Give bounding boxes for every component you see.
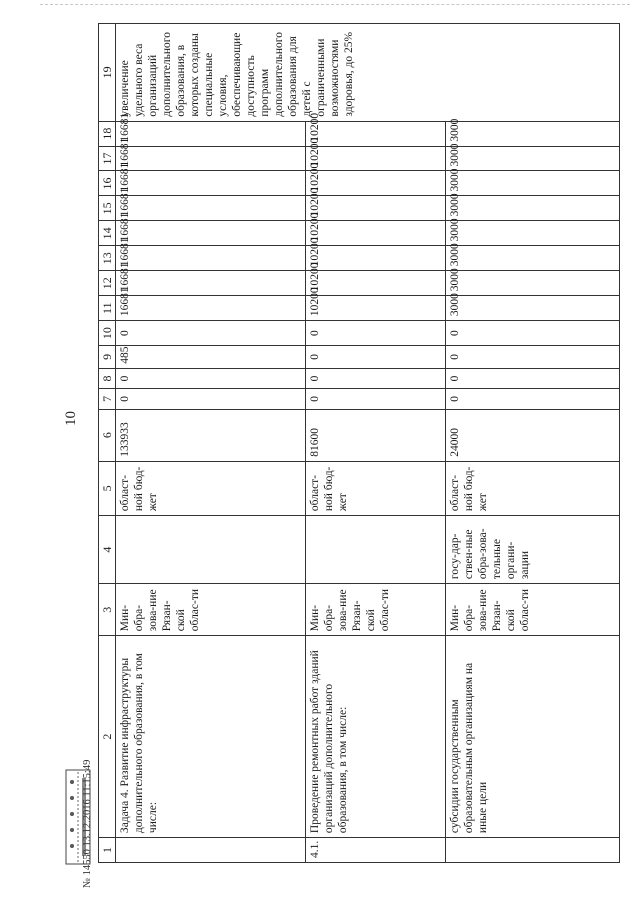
- row-value: 0: [446, 368, 620, 388]
- row-value: 10200: [306, 246, 446, 271]
- row-number: [116, 838, 306, 863]
- row-total: 133933: [116, 409, 306, 461]
- header-cell: 2: [99, 636, 116, 838]
- rotated-table-wrapper: [98, 23, 618, 863]
- row-total: 81600: [306, 409, 446, 461]
- table-row: [446, 24, 620, 863]
- header-cell: 6: [99, 409, 116, 461]
- row-value: 0: [446, 346, 620, 369]
- header-cell: 14: [99, 221, 116, 246]
- row-value: 10200: [306, 271, 446, 296]
- row-total: 24000: [446, 409, 620, 461]
- header-cell: 4: [99, 516, 116, 584]
- row-value: 16681: [116, 271, 306, 296]
- row-value: 0: [306, 389, 446, 409]
- header-cell: 18: [99, 121, 116, 146]
- row-executor: Мин-обра-зова-ние Рязан-ской облас-ти: [446, 584, 620, 636]
- header-cell: 7: [99, 389, 116, 409]
- row-value: 10200: [306, 296, 446, 321]
- row-recipient: [306, 516, 446, 584]
- header-cell: 11: [99, 296, 116, 321]
- row-value: 16681: [116, 121, 306, 146]
- program-table: [98, 23, 620, 863]
- row-source: област-ной бюд-жет: [446, 461, 620, 515]
- row-value: 3000: [446, 246, 620, 271]
- header-cell: 12: [99, 271, 116, 296]
- header-cell: 1: [99, 838, 116, 863]
- row-value: 3000: [446, 196, 620, 221]
- row-value: 10200: [306, 196, 446, 221]
- header-cell: 10: [99, 321, 116, 346]
- row-value: 3000: [446, 146, 620, 171]
- row-recipient: [116, 516, 306, 584]
- row-value: 16681: [116, 146, 306, 171]
- scan-edge-line: [40, 4, 630, 5]
- header-cell: 19: [99, 24, 116, 122]
- row-value: 16681: [116, 246, 306, 271]
- header-cell: 13: [99, 246, 116, 271]
- table-row: [306, 24, 446, 863]
- row-value: 3000: [446, 296, 620, 321]
- row-value: 0: [446, 321, 620, 346]
- row-value: 0: [306, 346, 446, 369]
- row-result: увеличение удельного веса организаций дополнительного образования, в которых созданы специальные условия, обеспечивающие доступность программ дополнительного образования для детей с ограниченными возможностями здоровья, до 25%: [116, 24, 620, 122]
- row-value: 0: [306, 368, 446, 388]
- header-cell: 3: [99, 584, 116, 636]
- header-cell: 8: [99, 368, 116, 388]
- row-value: 16681: [116, 196, 306, 221]
- row-value: 16681: [116, 221, 306, 246]
- row-value: 0: [116, 368, 306, 388]
- row-number: 4.1.: [306, 838, 446, 863]
- row-value: 485: [116, 346, 306, 369]
- row-value: 10200: [306, 121, 446, 146]
- row-value: 16681: [116, 171, 306, 196]
- document-footer: № 14550 13.12.2016 11:15:49: [82, 759, 93, 888]
- row-title: Задача 4. Развитие инфраструктуры дополнительного образования, в том числе:: [116, 636, 306, 838]
- header-cell: 16: [99, 171, 116, 196]
- header-cell: 5: [99, 461, 116, 515]
- row-executor: Мин-обра-зова-ние Рязан-ской облас-ти: [306, 584, 446, 636]
- page-number: 10: [63, 411, 79, 426]
- row-executor: Мин-обра-зова-ние Рязан-ской облас-ти: [116, 584, 306, 636]
- header-cell: 17: [99, 146, 116, 171]
- table-row: [116, 24, 306, 863]
- row-value: 10200: [306, 221, 446, 246]
- row-value: 3000: [446, 121, 620, 146]
- row-value: 0: [116, 321, 306, 346]
- row-value: 0: [446, 389, 620, 409]
- row-value: 16681: [116, 296, 306, 321]
- header-cell: 9: [99, 346, 116, 369]
- row-value: 3000: [446, 271, 620, 296]
- row-value: 3000: [446, 171, 620, 196]
- row-value: 0: [306, 321, 446, 346]
- row-value: 0: [116, 389, 306, 409]
- row-value: 10200: [306, 146, 446, 171]
- row-source: област-ной бюд-жет: [116, 461, 306, 515]
- row-recipient: госу-дар-ствен-ные обра-зова-тельные органи-зации: [446, 516, 620, 584]
- row-number: [446, 838, 620, 863]
- row-source: област-ной бюд-жет: [306, 461, 446, 515]
- header-row: [99, 24, 116, 863]
- row-title: субсидии государственным образовательным организациям на иные цели: [446, 636, 620, 838]
- row-value: 3000: [446, 221, 620, 246]
- row-value: 10200: [306, 171, 446, 196]
- header-cell: 15: [99, 196, 116, 221]
- row-title: Проведение ремонтных работ зданий организаций дополнительного образования, в том числе:: [306, 636, 446, 838]
